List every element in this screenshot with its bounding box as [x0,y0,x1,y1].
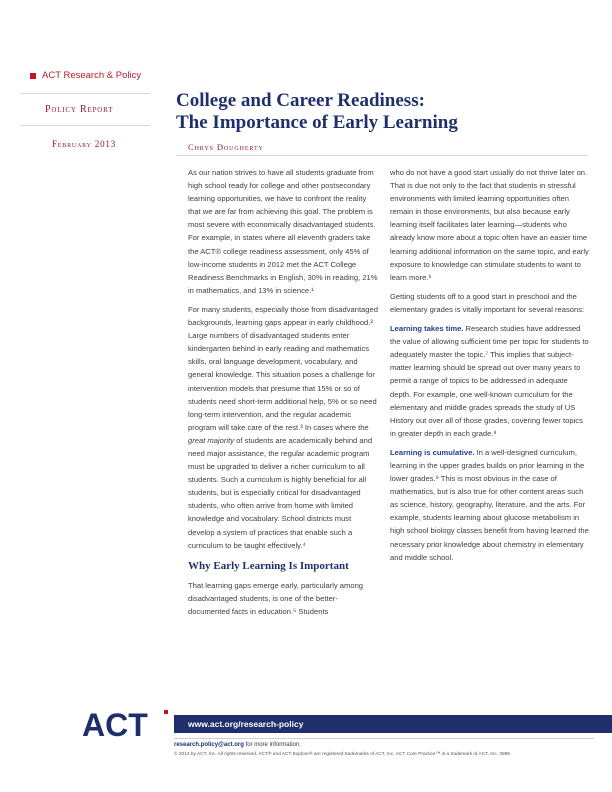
footer-legal-text: © 2013 by ACT, Inc. All rights reserved. ACT® and ACT Explore® are registered trademarks of ACT, Inc. ACT Core Practice™ is a trademark of ACT, Inc. 3899 [174,752,510,757]
footer-email-line [174,742,301,748]
footer-url-link[interactable]: www.act.org/research-policy [188,719,304,729]
lead-in: Learning is cumulative. [390,447,475,457]
paragraph-text: For many students, especially those from disadvantaged backgrounds, learning gaps appear in early childhood.² Large numbers of disadvantaged students enter kindergarten behind in early reading and mathematics skills, oral language development, vocabulary, and general knowledge. This situation poses a challenge for intervention models that presume that 15% or so of students need short-term additional help, 5% or so need long-term intervention, and the regular academic program will take care of the rest.³ In cases where the [188,304,378,432]
title-line-2: The Importance of Early Learning [176,112,458,133]
author-name: Chrys Dougherty [188,142,264,152]
footer-email-link[interactable]: research.policy@act.org [174,742,244,748]
sidebar-rule-top [20,93,150,94]
report-date: February 2013 [52,139,116,149]
brand-label [30,70,141,81]
paragraph-text: of students are academically behind and need major assistance, the regular academic program must be upgraded to deliver a richer curriculum to all students. Such a curriculum is highly beneficial for all students, but is especially critical for disadvantaged students, who often arrive from home with limited knowledge and vocabulary. School districts must develop a system of practices that enable such a curriculum to be taught effectively.⁴ [188,435,373,550]
paragraph-text: Research studies have addressed the value of allowing sufficient time per topic for students to adequately master the topic.⁷ This implies that subject-matter learning should be spread out over many years to permit a range of topics to be addressed in adequate depth. For example, one well-known curriculum for the elementary and middle grades spreads the study of US History out over all of those grades, covering fewer topics in greater depth in each grade.⁸ [390,324,589,438]
act-logo-mark [164,710,168,714]
left-column [188,166,378,624]
paragraph [390,322,590,440]
page-title [176,90,576,134]
paragraph [390,446,590,564]
emphasis-text: great majority [188,435,235,445]
paragraph [188,303,378,552]
paragraph: That learning gaps emerge early, particularly among disadvantaged students, is one of the better-documented facts in education.⁵ Students [188,580,364,616]
paragraph: who do not have a good start usually do not thrive later on. That is due not only to the fact that students in stressful environments with limited learning opportunities often remain in those environments, but also because early learning itself facilitates later learning—students who already know more about a topic often have an easier time learning additional information on the same topic, and early exposure to knowledge can stimulate students to want to learn more.⁶ [390,168,589,282]
act-logo [82,706,172,740]
title-line-1: College and Career Readiness: [176,90,425,111]
brand-text: ACT Research & Policy [42,70,142,81]
act-logo-text: ACT [82,707,148,740]
section-heading: Why Early Learning Is Important [188,559,349,572]
brand-square-icon [30,73,36,79]
sidebar-rule-middle [20,125,150,126]
right-column [390,166,590,570]
footer-rule [174,738,594,739]
footer-email-suffix: for more information. [243,742,301,748]
paragraph-text: In a well-designed curriculum, learning in the upper grades builds on prior learning in the lower grades.⁹ This is most obvious in the case of mathematics, but is also true for other content areas such as science, history, geography, literature, and the arts. For example, students learning about glucose metabolism in high school biology classes benefit from having learned the necessary prior knowledge about chemistry in elementary and middle school. [390,447,589,562]
paragraph: As our nation strives to have all students graduate from high school ready for college and other postsecondary learning opportunities, we have to confront the reality that we are far from achieving this goal. The problem is most severe with economically disadvantaged students. For example, in states where all eleventh graders take the ACT® college readiness assessment, only 45% of low-income students in 2012 met the ACT College Readiness Benchmarks in English, 30% in reading, 21% in mathematics, and 13% in science.¹ [188,168,378,295]
lead-in: Learning takes time. [390,324,464,334]
paragraph: Getting students off to a good start in preschool and the elementary grades is vitally important for several reasons: [390,291,585,314]
author-rule [176,155,588,156]
report-type: Policy Report [45,104,114,115]
